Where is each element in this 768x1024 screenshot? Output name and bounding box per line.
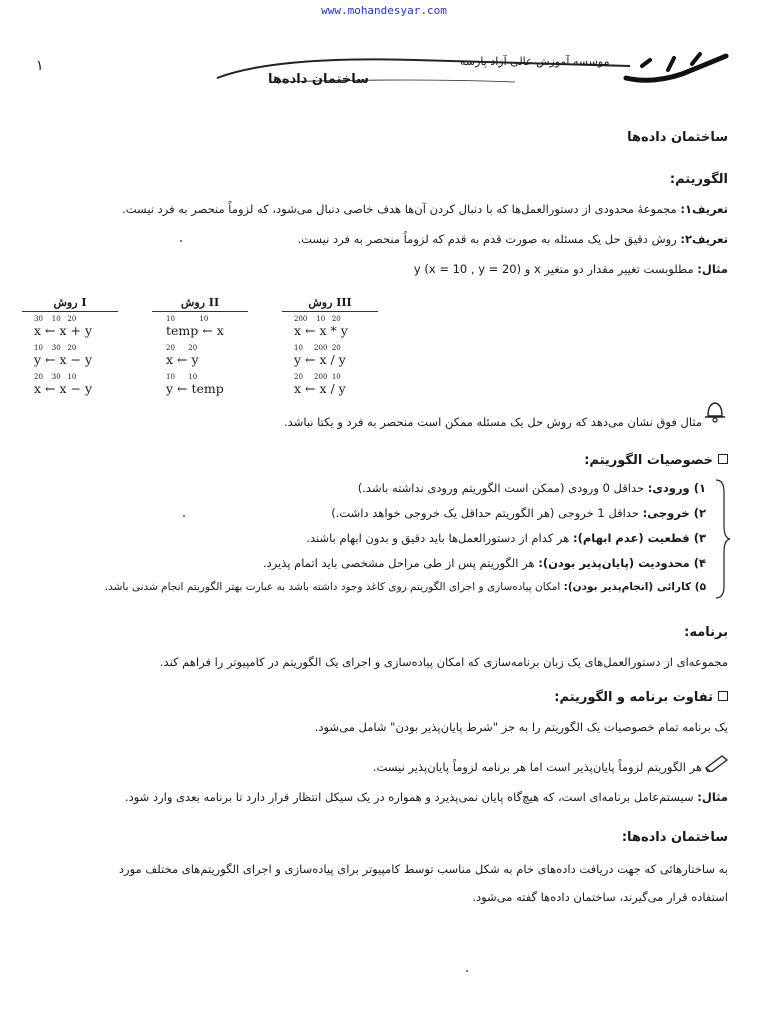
definition-1	[122, 202, 728, 216]
property-label: ۳) قطعیت (عدم ابهام):	[572, 531, 706, 545]
method-statement: y ← x − y	[34, 352, 93, 367]
method-statement: temp ← x	[166, 323, 224, 338]
data-structures-line-1: به ساختارهائی که جهت دریافت داده‌های خام به شکل مناسب توسط کامپیوتر برای پیاده‌سازی و اجرای الگوریتم‌های مختلف مورد	[118, 862, 728, 876]
property-label: ۴) محدودیت (پایان‌پذیر بودن):	[538, 556, 706, 570]
example-label: مثال:	[697, 790, 728, 804]
property-item	[263, 556, 706, 570]
example-text: مطلوبست تغییر مقدار دو متغیر x و y (x = 10 , y = 20)	[413, 262, 698, 276]
method-statement: x ← x * y	[294, 323, 348, 338]
pencil-note-icon	[704, 752, 730, 772]
difference-note: هر الگوریتم لزوماً پایان‌پذیر است اما هر برنامه لزوماً پایان‌پذیر نیست.	[372, 760, 702, 774]
definition-2	[297, 232, 728, 246]
difference-text: یک برنامه تمام خصوصیات یک الگوریتم را به جز "شرط پایان‌پذیر بودن" شامل می‌شود.	[314, 720, 728, 734]
method-values: 20 20	[166, 344, 198, 352]
definition-2-text: روش دقیق حل یک مسئله به صورت قدم به قدم که لزوماً منحصر به فرد نیست.	[297, 232, 681, 246]
method-title: روش III	[308, 296, 352, 309]
definition-2-label: تعریف۲:	[680, 232, 728, 246]
logo	[622, 44, 732, 94]
method-statement: x ← y	[166, 352, 199, 367]
method-statement: y ← x / y	[294, 352, 346, 367]
method-values: 30 10 20	[34, 315, 77, 323]
note-multiple-methods: مثال فوق نشان می‌دهد که روش حل یک مسئله ممکن است منحصر به فرد و یکتا نباشد.	[284, 415, 702, 429]
site-url[interactable]: www.mohandesyar.com	[321, 4, 447, 17]
property-item	[358, 481, 706, 495]
method-values: 200 10 20	[294, 315, 341, 323]
difference-heading-text: تفاوت برنامه و الگوریتم:	[554, 690, 713, 705]
method-3	[282, 296, 378, 396]
definition-1-text: مجموعهٔ محدودی از دستورالعمل‌ها که با دنبال کردن آن‌ها هدف خاصی دنبال می‌شود، که لزوماً منحصر به فرد نیست.	[122, 202, 681, 216]
method-statement: x ← x − y	[34, 381, 93, 396]
method-2	[152, 296, 248, 396]
method-statement: x ← x + y	[34, 323, 93, 338]
checkbox-square-icon	[718, 454, 728, 464]
property-text: هر کدام از دستورالعمل‌ها باید دقیق و بدون ابهام باشند.	[306, 531, 573, 545]
method-title: روش II	[180, 296, 220, 309]
property-item	[105, 581, 706, 593]
program-definition: مجموعه‌ای از دستورالعمل‌های یک زبان برنامه‌سازی که امکان پیاده‌سازی و اجرای یک الگوریتم در کامپیوتر را فراهم کند.	[159, 655, 728, 669]
property-text: حداقل 0 ورودی (ممکن است الگوریتم ورودی نداشته باشد.)	[357, 481, 648, 495]
method-values: 10 10	[166, 315, 209, 323]
difference-heading	[554, 690, 728, 705]
program-heading: برنامه:	[684, 625, 728, 640]
page-number: ۱	[36, 58, 44, 74]
institution-name: موسسه آموزش عالی آزاد پارسه	[460, 55, 610, 68]
property-label: ۱) ورودی:	[647, 481, 706, 495]
page-title: ساختمان داده‌ها	[627, 130, 728, 145]
property-label: ۲) خروجی:	[642, 506, 706, 520]
method-statement: y ← temp	[166, 381, 224, 396]
properties-heading	[584, 453, 728, 468]
method-values: 20 30 10	[34, 373, 77, 381]
method-1	[22, 296, 118, 396]
scan-speck	[466, 970, 468, 972]
property-item	[331, 506, 706, 520]
property-text: امکان پیاده‌سازی و اجرای الگوریتم روی کاغذ وجود داشته باشد به عبارت بهتر الگوریتم انجام شدنی باشد.	[104, 581, 564, 593]
scan-speck	[180, 240, 182, 242]
property-label: ۵) کارائی (انجام‌پذیر بودن):	[563, 581, 706, 593]
method-values: 10 30 20	[34, 344, 77, 352]
scan-speck	[183, 515, 185, 517]
example-swap	[414, 262, 728, 276]
method-values: 20 200 10	[294, 373, 341, 381]
property-text: هر الگوریتم پس از طی مراحل مشخصی باید اتمام پذیرد.	[262, 556, 539, 570]
brace-icon	[712, 478, 732, 600]
example-label: مثال:	[697, 262, 728, 276]
method-values: 10 10	[166, 373, 198, 381]
property-text: حداقل 1 خروجی (هر الگوریتم حداقل یک خروجی خواهد داشت.)	[331, 506, 643, 520]
bell-icon	[702, 398, 728, 424]
definition-1-label: تعریف۱:	[680, 202, 728, 216]
method-statement: x ← x / y	[294, 381, 346, 396]
example-text: سیستم‌عامل برنامه‌ای است، که هیچ‌گاه پایان نمی‌پذیرد و همواره در یک سیکل انتظار قرار دارد تا برنامه بعدی وارد شود.	[124, 790, 698, 804]
properties-heading-text: خصوصیات الگوریتم:	[584, 453, 713, 468]
property-item	[306, 531, 706, 545]
data-structures-line-2: استفاده قرار می‌گیرند، ساختمان داده‌ها گفته می‌شود.	[472, 890, 728, 904]
logo-text	[652, 58, 690, 73]
method-values: 10 200 20	[294, 344, 341, 352]
data-structures-heading: ساختمان داده‌ها:	[621, 830, 728, 845]
method-title: روش I	[53, 296, 87, 309]
checkbox-square-icon	[718, 691, 728, 701]
algorithm-heading: الگوریتم:	[669, 172, 728, 187]
course-title: ساختمان داده‌ها	[268, 72, 369, 87]
difference-example	[125, 790, 728, 804]
